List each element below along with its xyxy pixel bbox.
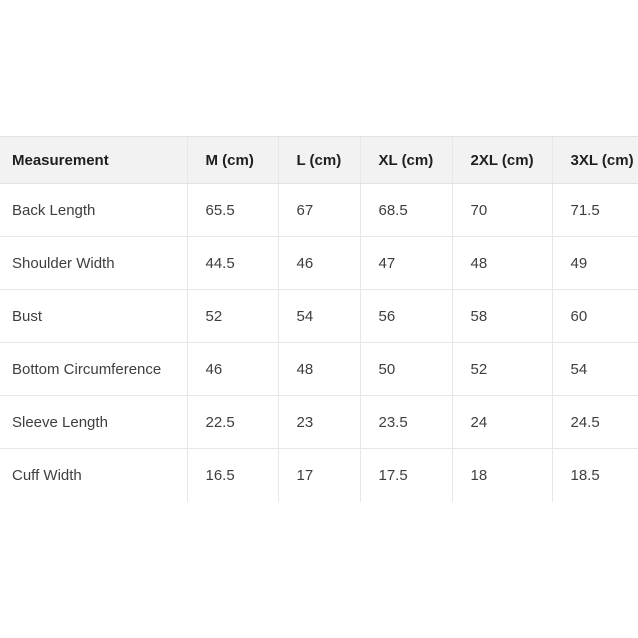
table-body <box>0 184 638 502</box>
cell-value: 67 <box>278 184 360 237</box>
column-header-3xl: 3XL (cm) <box>552 137 638 184</box>
cell-value: 49 <box>552 237 638 290</box>
cell-value: 16.5 <box>187 449 278 502</box>
cell-value: 48 <box>278 343 360 396</box>
cell-value: 70 <box>452 184 552 237</box>
cell-value: 68.5 <box>360 184 452 237</box>
cell-value: 24.5 <box>552 396 638 449</box>
cell-value: 46 <box>278 237 360 290</box>
row-label: Back Length <box>0 184 187 237</box>
table-row-back-length <box>0 184 638 237</box>
cell-value: 52 <box>187 290 278 343</box>
column-header-l: L (cm) <box>278 137 360 184</box>
cell-value: 71.5 <box>552 184 638 237</box>
cell-value: 56 <box>360 290 452 343</box>
cell-value: 58 <box>452 290 552 343</box>
cell-value: 24 <box>452 396 552 449</box>
cell-value: 23 <box>278 396 360 449</box>
table-header <box>0 137 638 184</box>
cell-value: 65.5 <box>187 184 278 237</box>
cell-value: 54 <box>552 343 638 396</box>
cell-value: 47 <box>360 237 452 290</box>
cell-value: 18.5 <box>552 449 638 502</box>
row-label: Bust <box>0 290 187 343</box>
row-label: Cuff Width <box>0 449 187 502</box>
table-row-sleeve-length <box>0 396 638 449</box>
table-row-bottom-circumference <box>0 343 638 396</box>
table-row-shoulder-width <box>0 237 638 290</box>
row-label: Bottom Circumference <box>0 343 187 396</box>
cell-value: 17 <box>278 449 360 502</box>
table-row-bust <box>0 290 638 343</box>
cell-value: 23.5 <box>360 396 452 449</box>
size-chart-table <box>0 136 638 502</box>
cell-value: 52 <box>452 343 552 396</box>
cell-value: 22.5 <box>187 396 278 449</box>
table-row-cuff-width <box>0 449 638 502</box>
column-header-m: M (cm) <box>187 137 278 184</box>
cell-value: 60 <box>552 290 638 343</box>
cell-value: 44.5 <box>187 237 278 290</box>
column-header-xl: XL (cm) <box>360 137 452 184</box>
column-header-2xl: 2XL (cm) <box>452 137 552 184</box>
column-header-measurement: Measurement <box>0 137 187 184</box>
row-label: Sleeve Length <box>0 396 187 449</box>
cell-value: 46 <box>187 343 278 396</box>
cell-value: 48 <box>452 237 552 290</box>
header-row <box>0 137 638 184</box>
cell-value: 50 <box>360 343 452 396</box>
cell-value: 54 <box>278 290 360 343</box>
row-label: Shoulder Width <box>0 237 187 290</box>
cell-value: 17.5 <box>360 449 452 502</box>
cell-value: 18 <box>452 449 552 502</box>
